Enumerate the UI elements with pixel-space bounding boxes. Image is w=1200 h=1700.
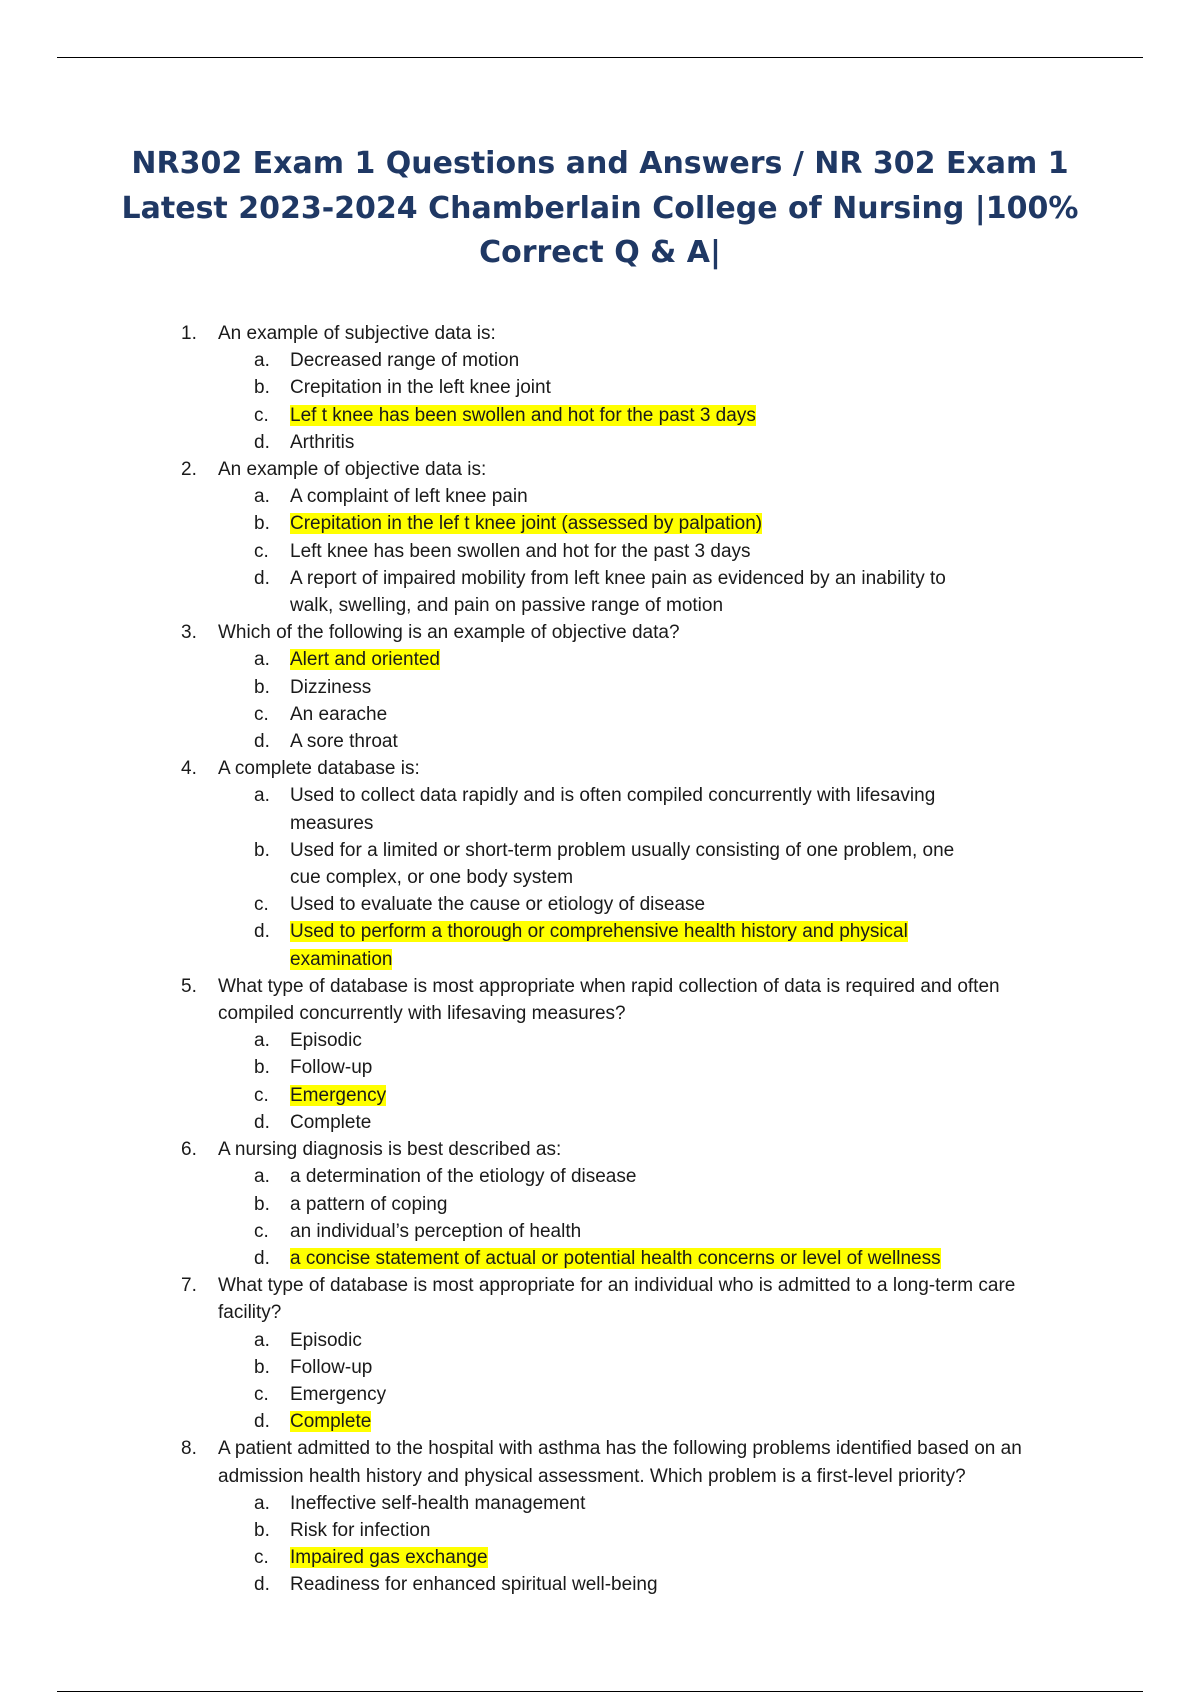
question-text: What type of database is most appropriate for an individual who is admitted to a long-term care facility? — [218, 1275, 1016, 1324]
top-rule — [57, 57, 1143, 58]
highlighted-answer-text: Crepitation in the lef t knee joint (assessed by palpation) — [290, 513, 763, 535]
answer-options — [218, 782, 1080, 972]
question-item — [0, 456, 1200, 619]
option-letter: c. — [254, 703, 269, 725]
option-text: A sore throat — [290, 731, 398, 753]
option-letter: b. — [254, 1356, 270, 1378]
option-letter: b. — [254, 513, 270, 535]
answer-option — [0, 1163, 1080, 1190]
question-item — [0, 1136, 1200, 1272]
answer-option — [0, 374, 1080, 401]
option-text: Arthritis — [290, 431, 355, 453]
option-text: A complaint of left knee pain — [290, 486, 528, 508]
option-text: an individual’s perception of health — [290, 1220, 582, 1242]
option-letter: b. — [254, 1057, 270, 1079]
answer-option — [0, 483, 1080, 510]
option-text: Readiness for enhanced spiritual well-being — [290, 1574, 658, 1596]
option-letter: c. — [254, 540, 269, 562]
question-number: 3. — [181, 622, 197, 644]
answer-options — [218, 1327, 1080, 1436]
option-text: a pattern of coping — [290, 1193, 448, 1215]
highlighted-answer-text: Complete — [290, 1411, 372, 1433]
option-letter: b. — [254, 676, 270, 698]
option-letter: a. — [254, 1166, 270, 1188]
question-text: What type of database is most appropriate when rapid collection of data is required and often compiled concurrently with lifesaving measures? — [218, 975, 1000, 1025]
answer-option-correct — [0, 1544, 1080, 1571]
option-letter: c. — [254, 1383, 269, 1405]
option-letter: c. — [254, 1547, 269, 1569]
option-text: Crepitation in the left knee joint — [290, 377, 551, 399]
highlighted-answer-text: a concise statement of actual or potential health concerns or level of wellness — [290, 1247, 941, 1269]
question-text: An example of objective data is: — [218, 459, 487, 481]
question-number: 2. — [181, 459, 197, 481]
highlighted-answer-text: Alert and oriented — [290, 649, 440, 671]
option-letter: d. — [254, 1411, 270, 1433]
option-letter: a. — [254, 649, 270, 671]
option-text: An earache — [290, 703, 388, 725]
highlighted-answer-text: Impaired gas exchange — [290, 1547, 488, 1569]
answer-options — [218, 483, 1080, 619]
answer-option-correct — [0, 1082, 1080, 1109]
option-letter: a. — [254, 1492, 270, 1514]
answer-option — [0, 538, 1080, 565]
answer-option — [0, 1517, 1080, 1544]
option-text: Emergency — [290, 1383, 387, 1405]
answer-option — [0, 701, 1080, 728]
option-letter: a. — [254, 486, 270, 508]
question-text: An example of subjective data is: — [218, 323, 496, 344]
option-text: a determination of the etiology of disease — [290, 1166, 637, 1188]
answer-option-correct — [0, 918, 1080, 972]
option-text: Risk for infection — [290, 1519, 431, 1541]
option-letter: b. — [254, 839, 270, 861]
answer-option — [0, 1490, 1080, 1517]
option-letter: d. — [254, 567, 270, 589]
option-letter: d. — [254, 731, 270, 753]
answer-option — [0, 728, 1080, 755]
option-letter: c. — [254, 1220, 269, 1242]
option-text: Episodic — [290, 1030, 362, 1052]
option-text: Dizziness — [290, 676, 372, 698]
option-text: Used for a limited or short-term problem usually consisting of one problem, one cue complex, or one body system — [290, 839, 955, 889]
question-number: 6. — [181, 1139, 197, 1161]
option-letter: d. — [254, 921, 270, 943]
answer-option — [0, 674, 1080, 701]
option-letter: a. — [254, 350, 270, 372]
answer-option — [0, 347, 1080, 374]
option-text: Complete — [290, 1111, 372, 1133]
highlighted-answer-text: Lef t knee has been swollen and hot for the past 3 days — [290, 404, 756, 426]
answer-options — [218, 1027, 1080, 1136]
question-item — [0, 619, 1200, 755]
highlighted-answer-text: Emergency — [290, 1084, 387, 1106]
option-letter: a. — [254, 1030, 270, 1052]
answer-options — [218, 1163, 1080, 1272]
question-item — [0, 1435, 1200, 1598]
answer-option — [0, 782, 1080, 836]
question-number: 7. — [181, 1275, 197, 1297]
answer-option — [0, 1327, 1080, 1354]
answer-options — [218, 347, 1080, 456]
option-letter: c. — [254, 894, 269, 916]
option-text: Follow-up — [290, 1057, 373, 1079]
highlighted-answer-text: Used to perform a thorough or comprehensive health history and physical examination — [290, 921, 908, 970]
option-text: Ineffective self-health management — [290, 1492, 586, 1514]
option-text: Episodic — [290, 1329, 362, 1351]
option-letter: a. — [254, 1329, 270, 1351]
option-text: Decreased range of motion — [290, 350, 520, 372]
answer-options — [218, 1490, 1080, 1599]
answer-option — [0, 565, 1080, 619]
option-letter: d. — [254, 1111, 270, 1133]
option-text: Follow-up — [290, 1356, 373, 1378]
answer-option-correct — [0, 1245, 1080, 1272]
option-letter: c. — [254, 1084, 269, 1106]
answer-option — [0, 1381, 1080, 1408]
bottom-rule — [57, 1691, 1143, 1692]
option-letter: a. — [254, 785, 270, 807]
answer-option — [0, 1354, 1080, 1381]
answer-option — [0, 1571, 1080, 1598]
option-letter: b. — [254, 377, 270, 399]
question-number: 1. — [181, 323, 197, 344]
question-number: 5. — [181, 975, 197, 997]
question-item — [0, 1272, 1200, 1435]
question-text: A nursing diagnosis is best described as: — [218, 1139, 562, 1161]
answer-option — [0, 429, 1080, 456]
question-number: 8. — [181, 1438, 197, 1460]
answer-option-correct — [0, 1408, 1080, 1435]
question-list — [0, 320, 1200, 1599]
option-text: Left knee has been swollen and hot for the past 3 days — [290, 540, 751, 562]
option-letter: b. — [254, 1193, 270, 1215]
page-title: NR302 Exam 1 Questions and Answers / NR 302 Exam 1 Latest 2023-2024 Chamberlain College of Nursing |100% Correct Q & A| — [121, 146, 1079, 270]
answer-option — [0, 1218, 1080, 1245]
answer-option — [0, 1027, 1080, 1054]
option-letter: d. — [254, 431, 270, 453]
question-text: Which of the following is an example of objective data? — [218, 622, 680, 644]
answer-option-correct — [0, 510, 1080, 537]
option-text: Used to evaluate the cause or etiology of disease — [290, 894, 706, 916]
option-text: A report of impaired mobility from left knee pain as evidenced by an inability to walk, swelling, and pain on passive range of motion — [290, 567, 946, 617]
option-letter: d. — [254, 1574, 270, 1596]
answer-option-correct — [0, 646, 1080, 673]
answer-option-correct — [0, 402, 1080, 429]
question-text: A patient admitted to the hospital with asthma has the following problems identified based on an admission health history and physical assessment. Which problem is a first-level priority? — [218, 1438, 1022, 1487]
answer-option — [0, 891, 1080, 918]
option-letter: b. — [254, 1519, 270, 1541]
answer-options — [218, 646, 1080, 755]
question-number: 4. — [181, 758, 197, 780]
answer-option — [0, 1109, 1080, 1136]
answer-option — [0, 837, 1080, 891]
option-letter: d. — [254, 1247, 270, 1269]
option-text: Used to collect data rapidly and is often compiled concurrently with lifesaving measures — [290, 785, 936, 834]
option-letter: c. — [254, 404, 269, 426]
question-item — [0, 755, 1200, 973]
question-item — [0, 973, 1200, 1136]
question-text: A complete database is: — [218, 758, 420, 780]
question-item — [0, 320, 1200, 456]
answer-option — [0, 1054, 1080, 1081]
answer-option — [0, 1191, 1080, 1218]
